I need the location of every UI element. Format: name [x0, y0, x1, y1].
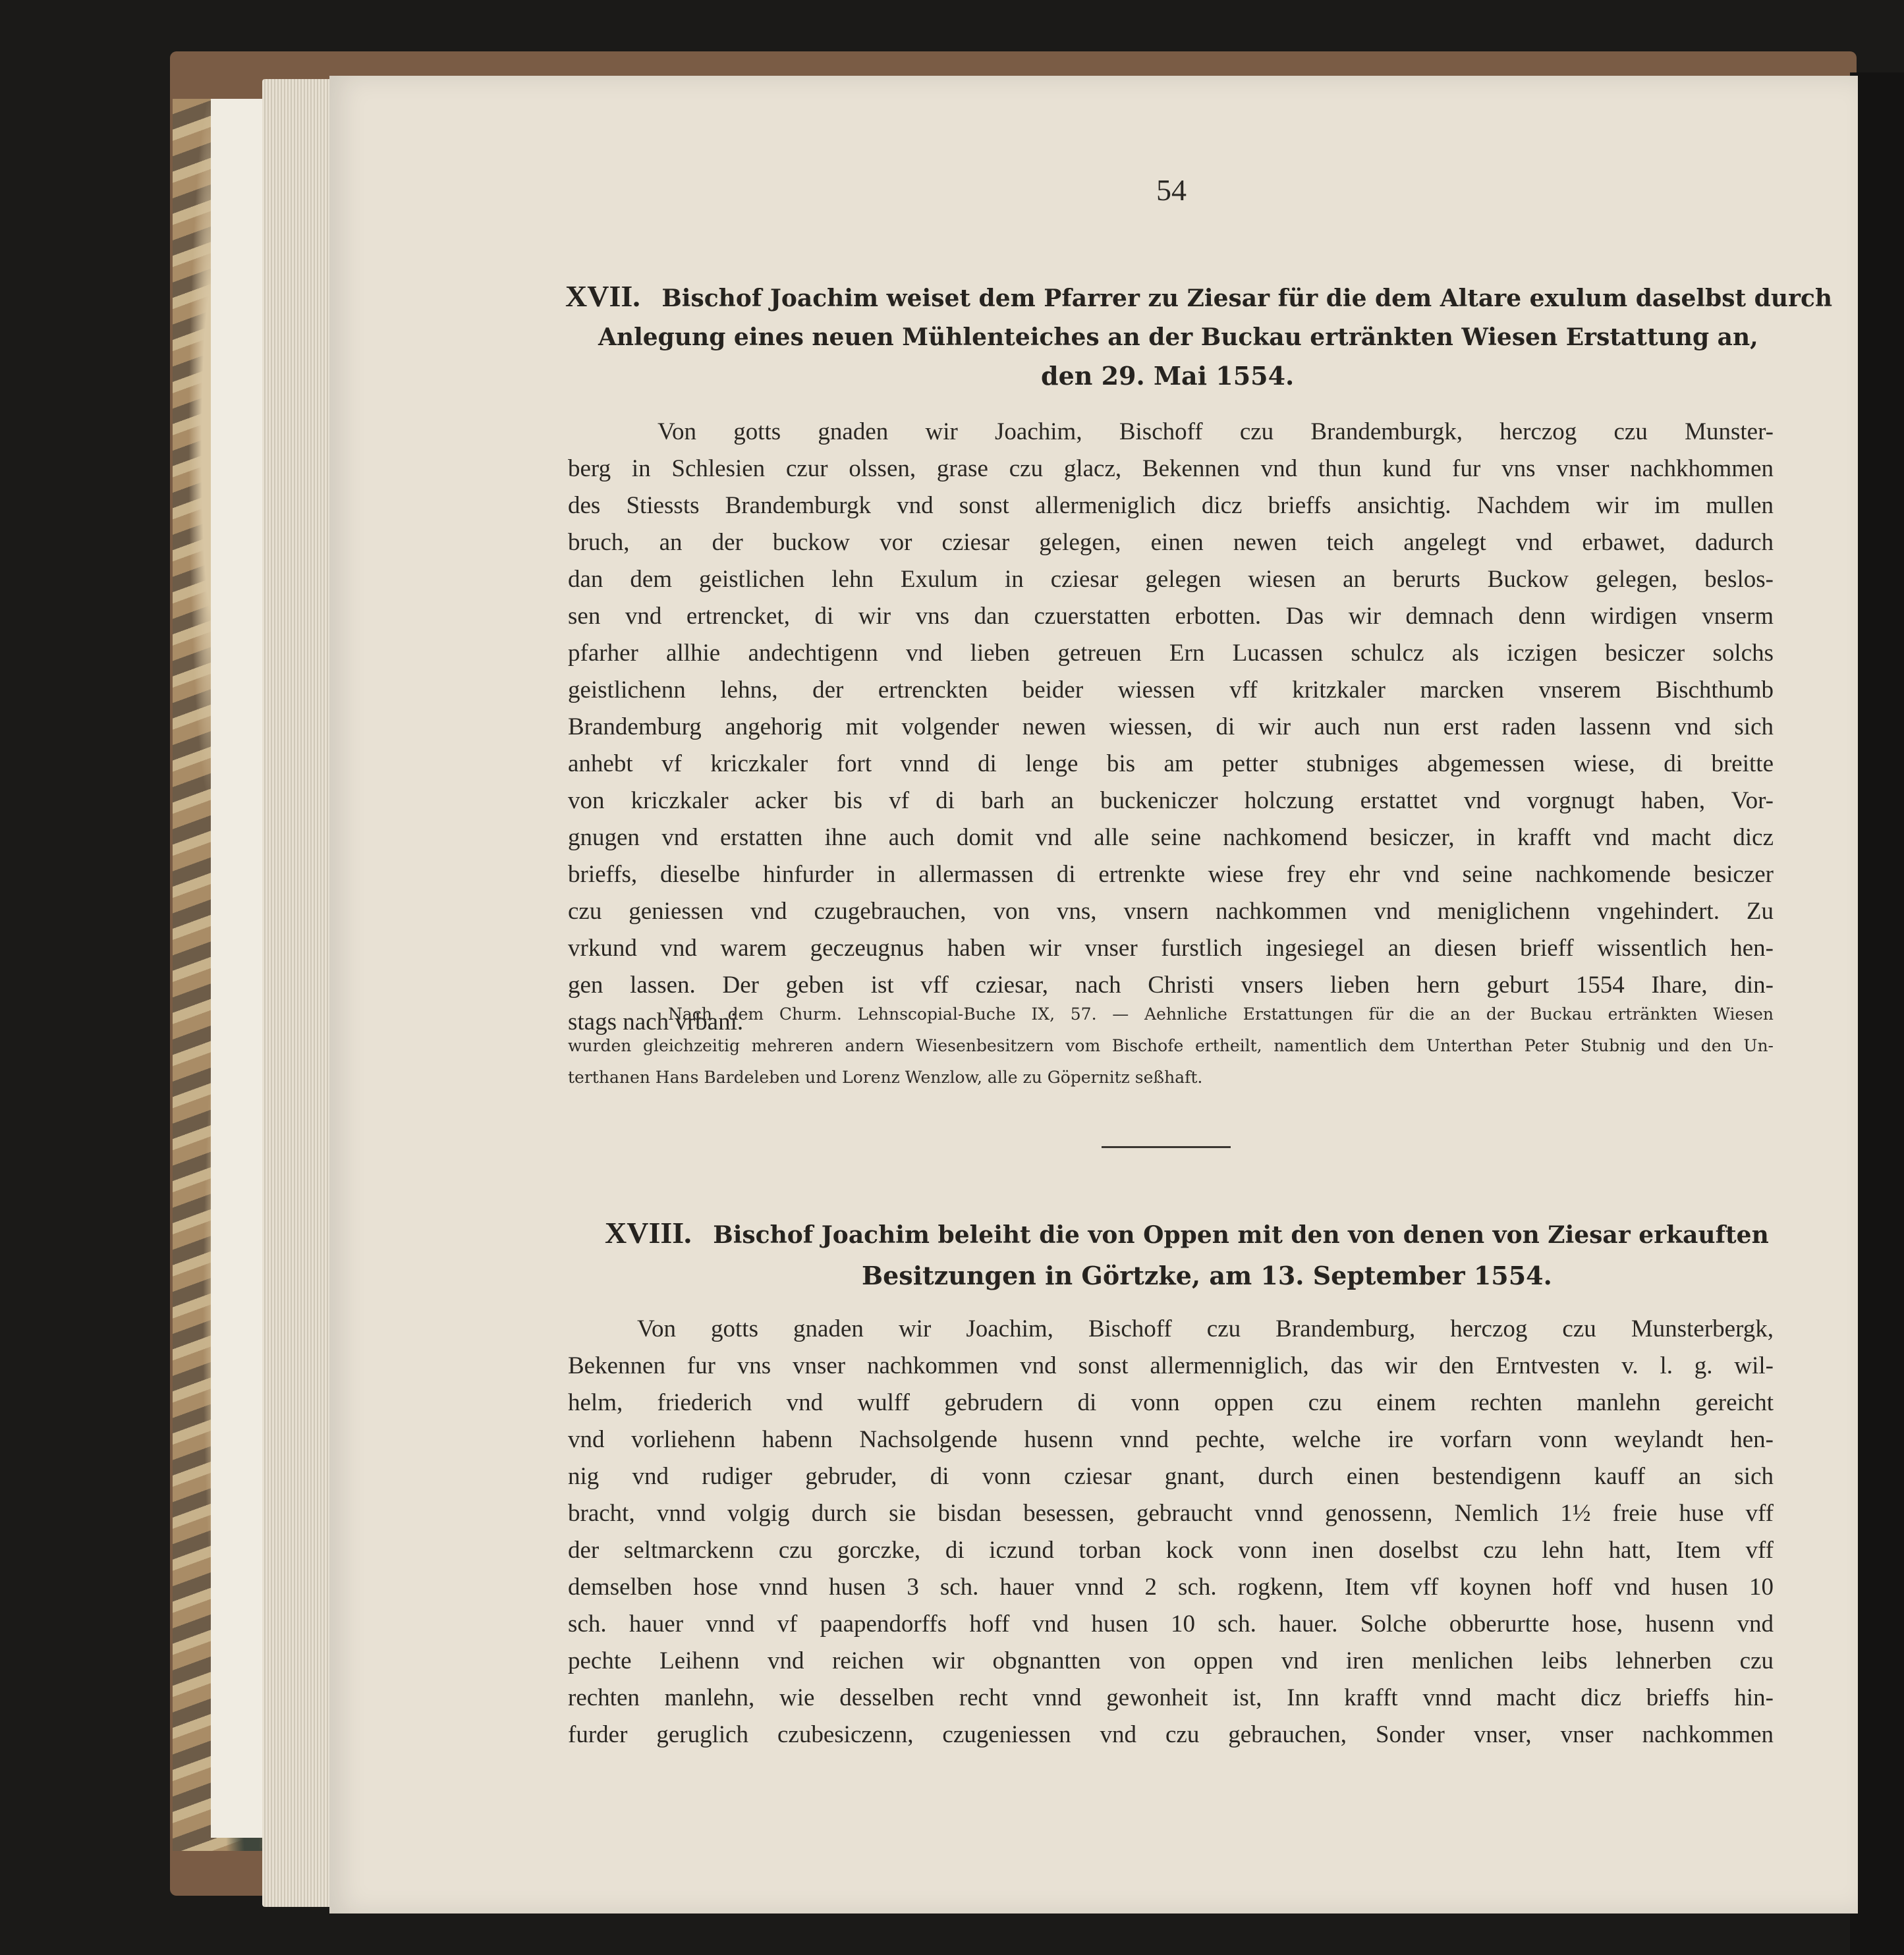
- section-divider: [1102, 1146, 1231, 1148]
- text-line: von kriczkaler acker bis vf di barh an buckeniczer holczung erstattet vnd vorgnugt haben, Vor-: [568, 787, 1774, 814]
- text-line: furder geruglich czubesiczenn, czugeniessen vnd czu gebrauchen, Sonder vnser, vnser nachkommen: [568, 1721, 1774, 1748]
- text-line: anhebt vf kriczkaler fort vnnd di lenge bis am petter stubniges abgemessen wiese, di breitte: [568, 750, 1774, 777]
- text-line: gnugen vnd erstatten ihne auch domit vnd alle seine nachkomend besiczer, in krafft vnd macht dicz: [568, 824, 1774, 851]
- text-line: Bekennen fur vns vnser nachkommen vnd sonst allermenniglich, das wir den Erntvesten v. l. g. wil-: [568, 1352, 1774, 1379]
- doc17-body: [568, 414, 1774, 1046]
- text-line: sen vnd ertrencket, di wir vns dan czuerstatten erbotten. Das wir demnach denn wirdigen vnserm: [568, 603, 1774, 630]
- doc18-title-line: Besitzungen in Görtzke, am 13. September 1554.: [862, 1261, 1552, 1290]
- text-line: des Stiessts Brandemburgk vnd sonst allermeniglich dicz brieffs ansichtig. Nachdem wir im mullen: [568, 492, 1774, 519]
- text-line: Von gotts gnaden wir Joachim, Bischoff czu Brandemburgk, herczog czu Munster-: [658, 418, 1774, 445]
- text-line: vnd vorliehenn habenn Nachsolgende husenn vnnd pechte, welche ire vorfarn vonn weylandt hen-: [568, 1426, 1774, 1453]
- text-line: rechten manlehn, wie desselben recht vnnd gewonheit ist, Inn krafft vnnd macht dicz brieffs hin-: [568, 1684, 1774, 1711]
- text-line: der seltmarckenn czu gorczke, di iczund torban kock vonn inen doselbst czu lehn hatt, Item vff: [568, 1537, 1774, 1564]
- doc17-source-note: [568, 999, 1774, 1097]
- text-line: dan dem geistlichen lehn Exulum in cziesar gelegen wiesen an berurts Buckow gelegen, beslos-: [568, 566, 1774, 593]
- text-line: Von gotts gnaden wir Joachim, Bischoff czu Brandemburg, herczog czu Munsterbergk,: [637, 1315, 1774, 1342]
- text-line: pechte Leihenn vnd reichen wir obgnantten von oppen vnd iren menlichen leibs lehnerben czu: [568, 1647, 1774, 1674]
- doc17-title-line: Bischof Joachim weiset dem Pfarrer zu Ziesar für die dem Altare exulum daselbst durch: [661, 285, 1833, 312]
- text-line: berg in Schlesien czur olssen, grase czu glacz, Bekennen vnd thun kund fur vns vnser nachkhommen: [568, 455, 1774, 482]
- text-line: helm, friederich vnd wulff gebrudern di vonn oppen czu einem rechten manlehn gereicht: [568, 1389, 1774, 1416]
- background-dark: [1850, 72, 1904, 1955]
- text-line: stags nach vrbani.: [568, 1008, 744, 1035]
- note-line: terthanen Hans Bardeleben und Lorenz Wenzlow, alle zu Göpernitz seßhaft.: [568, 1068, 1203, 1087]
- text-line: brieffs, dieselbe hinfurder in allermassen di ertrenkte wiese frey ehr vnd seine nachkomende besiczer: [568, 861, 1774, 888]
- text-line: demselben hose vnnd husen 3 sch. hauer vnnd 2 sch. rogkenn, Item vff koynen hoff vnd husen 10: [568, 1574, 1774, 1601]
- text-line: pfarher allhie andechtigenn vnd lieben getreuen Ern Lucassen schulcz als iczigen besiczer solchs: [568, 640, 1774, 667]
- doc18-body: [568, 1311, 1774, 1759]
- text-line: czu geniessen vnd czugebrauchen, von vns, vnsern nachkommen vnd meniglichenn vngehindert. Zu: [568, 898, 1774, 925]
- note-line: Nach dem Churm. Lehnscopial-Buche IX, 57. — Aehnliche Erstattungen für die an der Buckau ertränkten Wiesen: [668, 1005, 1774, 1024]
- doc17-title-line: den 29. Mai 1554.: [1041, 361, 1295, 391]
- text-line: sch. hauer vnnd vf paapendorffs hoff vnd husen 10 sch. hauer. Solche obberurtte hose, husenn vnd: [568, 1611, 1774, 1638]
- doc18-numeral: XVIII.: [605, 1216, 692, 1250]
- doc18-title-line: Bischof Joachim beleiht die von Oppen mit den von denen von Ziesar erkauften: [713, 1221, 1769, 1249]
- text-line: bruch, an der buckow vor cziesar gelegen, einen newen teich angelegt vnd erbawet, dadurch: [568, 529, 1774, 556]
- doc18-heading: [605, 1213, 1812, 1299]
- text-line: nig vnd rudiger gebruder, di vonn cziesar gnant, durch einen bestendigenn kauff an sich: [568, 1463, 1774, 1490]
- doc17-heading: [565, 277, 1833, 395]
- text-line: Brandemburg angehorig mit volgender newen wiessen, di wir auch nun erst raden lassenn vnd sich: [568, 713, 1774, 740]
- text-line: vrkund vnd warem geczeugnus haben wir vnser furstlich ingesiegel an diesen brieff wissentlich hen-: [568, 935, 1774, 962]
- page-number: 54: [1156, 173, 1187, 207]
- text-line: gen lassen. Der geben ist vff cziesar, nach Christi vnsers lieben hern geburt 1554 Ihare, din-: [568, 972, 1774, 999]
- doc17-title-line: Anlegung eines neuen Mühlenteiches an der Buckau ertränkten Wiesen Erstattung an,: [598, 323, 1758, 351]
- doc17-numeral: XVII.: [565, 279, 640, 313]
- text-line: geistlichenn lehns, der ertrenckten beider wiessen vff kritzkaler marcken vnserem Bischthumb: [568, 676, 1774, 703]
- text-line: bracht, vnnd volgig durch sie bisdan besessen, gebraucht vnnd genossenn, Nemlich 1½ freie huse vff: [568, 1500, 1774, 1527]
- note-line: wurden gleichzeitig mehreren andern Wiesenbesitzern vom Bischofe ertheilt, namentlich dem Unterthan Peter Stubnig und den Un-: [568, 1036, 1774, 1055]
